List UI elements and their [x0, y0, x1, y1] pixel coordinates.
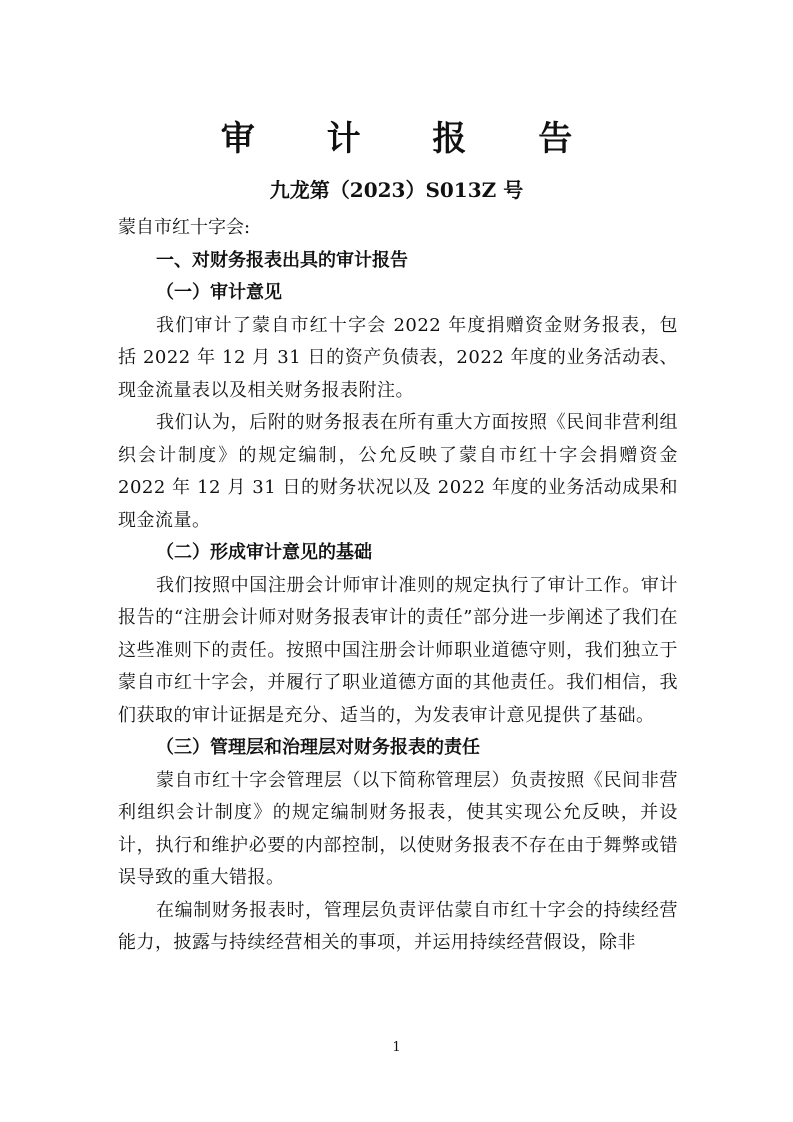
paragraph-audit-opinion: 我们认为，后附的财务报表在所有重大方面按照《民间非营利组织会计制度》的规定编制，公允反映了蒙自市红十字会捐赠资金 2022 年 12 月 31 日的财务状况以及 2022 年度的业务活动成果和现金流量。	[118, 412, 678, 531]
subsection-heading-audit-opinion: （一）审计意见	[156, 282, 282, 303]
report-body	[118, 212, 678, 960]
subsection-heading-responsibilities: （三）管理层和治理层对财务报表的责任	[156, 737, 480, 758]
document-number: 九龙第（2023）S013Z 号	[269, 178, 524, 202]
report-title: 审 计 报 告	[220, 119, 603, 159]
paragraph-going-concern: 在编制财务报表时，管理层负责评估蒙自市红十字会的持续经营能力，披露与持续经营相关的事项，并运用持续经营假设，除非	[118, 899, 678, 953]
paragraph-management-responsibility: 蒙自市红十字会管理层（以下简称管理层）负责按照《民间非营利组织会计制度》的规定编制财务报表，使其实现公允反映，并设计，执行和维护必要的内部控制，以使财务报表不存在由于舞弊或错误导致的重大错报。	[118, 769, 678, 888]
paragraph-audit-scope: 我们审计了蒙自市红十字会 2022 年度捐赠资金财务报表，包括 2022 年 12 月 31 日的资产负债表，2022 年度的业务活动表、现金流量表以及相关财务报表附注。	[118, 314, 678, 401]
paragraph-basis: 我们按照中国注册会计师审计准则的规定执行了审计工作。审计报告的“注册会计师对财务报表审计的责任”部分进一步阐述了我们在这些准则下的责任。按照中国注册会计师职业道德守则，我们独立于蒙自市红十字会，并履行了职业道德方面的其他责任。我们相信，我们获取的审计证据是充分、适当的，为发表审计意见提供了基础。	[118, 574, 678, 726]
page-number: 1	[392, 1040, 401, 1055]
section-heading-1: 一、对财务报表出具的审计报告	[156, 249, 408, 271]
subsection-heading-basis: （二）形成审计意见的基础	[156, 542, 372, 563]
addressee: 蒙自市红十字会:	[118, 217, 251, 238]
